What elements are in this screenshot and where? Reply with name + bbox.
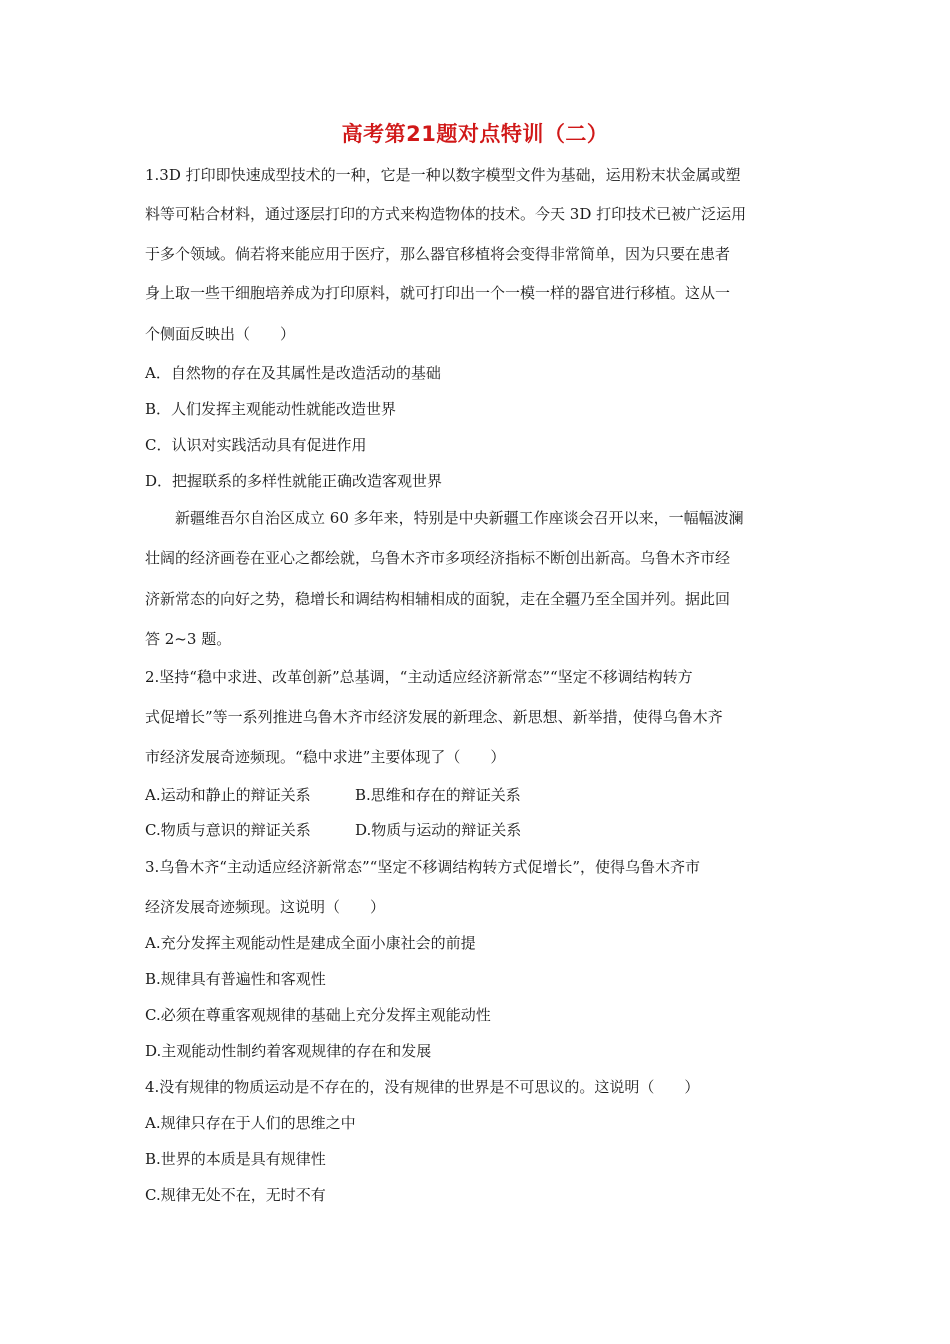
q2-stem-line: 式促增长”等一系列推进乌鲁木齐市经济发展的新理念、新思想、新举措，使得乌鲁木齐 [145,708,723,726]
q3-option-b: B.规律具有普遍性和客观性 [145,970,326,988]
q2-options-row-2 [145,819,810,841]
q2-option-b: B.思维和存在的辩证关系 [355,786,521,804]
material-line: 壮阔的经济画卷在亚心之都绘就，乌鲁木齐市多项经济指标不断创出新高。乌鲁木齐市经 [145,549,731,567]
q4-stem-line: 4.没有规律的物质运动是不存在的，没有规律的世界是不可思议的。这说明（ ） [145,1078,700,1096]
material-line: 答 2~3 题。 [145,630,232,648]
q2-stem-line: 市经济发展奇迹频现。“稳中求进”主要体现了（ ） [145,748,506,766]
q4-option-a: A.规律只存在于人们的思维之中 [145,1114,356,1132]
q3-option-c: C.必须在尊重客观规律的基础上充分发挥主观能动性 [145,1006,491,1024]
q1-stem-line: 身上取一些干细胞培养成为打印原料，就可打印出一个一模一样的器官进行移植。这从一 [145,284,731,302]
q1-stem-line: 个侧面反映出（ ） [145,325,296,343]
q2-options-row-1 [145,784,810,806]
q2-option-a: A.运动和静止的辩证关系 [145,786,311,804]
q1-stem-line: 料等可粘合材料，通过逐层打印的方式来构造物体的技术。今天 3D 打印技术已被广泛运用 [145,205,747,223]
q2-stem-line: 2.坚持“稳中求进、改革创新”总基调，“主动适应经济新常态”“坚定不移调结构转方 [145,668,693,686]
q1-option-a: A．自然物的存在及其属性是改造活动的基础 [145,364,441,382]
q4-option-b: B.世界的本质是具有规律性 [145,1150,326,1168]
q1-option-c: C．认识对实践活动具有促进作用 [145,436,367,454]
material-line: 济新常态的向好之势，稳增长和调结构相辅相成的面貌，走在全疆乃至全国并列。据此回 [145,590,731,608]
q3-option-a: A.充分发挥主观能动性是建成全面小康社会的前提 [145,934,476,952]
q3-stem-line: 3.乌鲁木齐“主动适应经济新常态”“坚定不移调结构转方式促增长”，使得乌鲁木齐市 [145,858,700,876]
q4-option-c: C.规律无处不在，无时不有 [145,1186,326,1204]
document-title: 高考第21题对点特训（二） [341,122,609,146]
q2-option-d: D.物质与运动的辩证关系 [355,821,522,839]
q1-option-d: D．把握联系的多样性就能正确改造客观世界 [145,472,443,490]
material-line: 新疆维吾尔自治区成立 60 多年来，特别是中央新疆工作座谈会召开以来，一幅幅波澜 [145,509,744,527]
q1-stem-line: 于多个领域。倘若将来能应用于医疗，那么器官移植将会变得非常简单，因为只要在患者 [145,245,731,263]
q3-option-d: D.主观能动性制约着客观规律的存在和发展 [145,1042,432,1060]
q1-stem-line: 1.3D 打印即快速成型技术的一种，它是一种以数字模型文件为基础，运用粉末状金属或塑 [145,166,741,184]
q1-option-b: B．人们发挥主观能动性就能改造世界 [145,400,397,418]
q3-stem-line: 经济发展奇迹频现。这说明（ ） [145,898,386,916]
q2-option-c: C.物质与意识的辩证关系 [145,821,311,839]
